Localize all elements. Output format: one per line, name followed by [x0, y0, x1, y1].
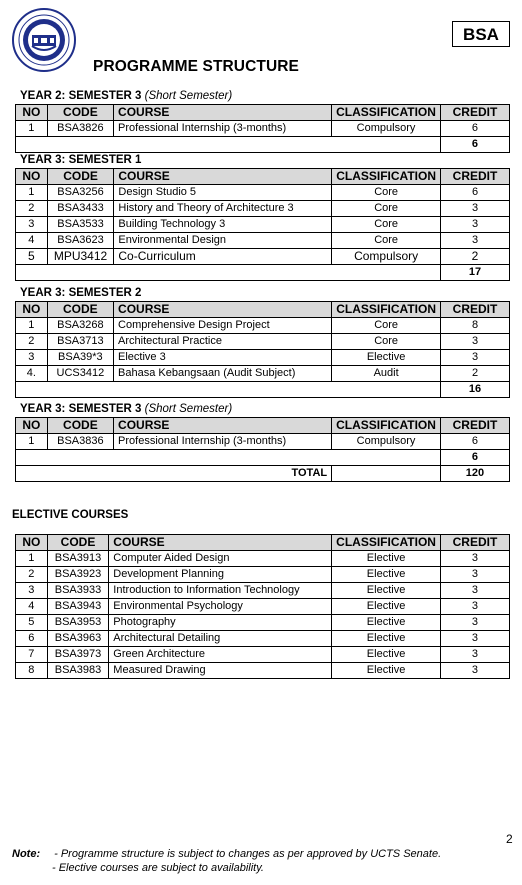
- table-row: 1 BSA3256 Design Studio 5 Core 6: [16, 185, 510, 201]
- table-row: 4 BSA3943 Environmental Psychology Elective 3: [16, 599, 510, 615]
- table-row: 4. UCS3412 Bahasa Kebangsaan (Audit Subject) Audit 2: [16, 366, 510, 382]
- subtotal-row: [16, 265, 510, 281]
- table-row: 5 BSA3953 Photography Elective 3: [16, 615, 510, 631]
- page-number: 2: [506, 832, 513, 846]
- table-row: 8 BSA3983 Measured Drawing Elective 3: [16, 663, 510, 679]
- table-row: 1 BSA3913 Computer Aided Design Elective 3: [16, 551, 510, 567]
- table-row: 3 BSA3533 Building Technology 3 Core 3: [16, 217, 510, 233]
- subtotal-row: [16, 382, 510, 398]
- programme-code-badge: BSA: [452, 21, 510, 47]
- elective-heading: ELECTIVE COURSES: [12, 509, 129, 521]
- table-row: 2 BSA3433 History and Theory of Architecture 3 Core 3: [16, 201, 510, 217]
- subtotal-row: [16, 450, 510, 466]
- col-course-header: COURSE: [114, 105, 332, 121]
- page-title: PROGRAMME STRUCTURE: [93, 58, 299, 75]
- subtotal-row: [16, 137, 510, 153]
- course-table: [15, 301, 510, 398]
- total-value: 120: [440, 466, 509, 482]
- total-label: TOTAL: [16, 466, 332, 482]
- section-heading: YEAR 2: SEMESTER 3 (Short Semester): [20, 90, 233, 102]
- section-heading: YEAR 3: SEMESTER 2: [20, 287, 142, 299]
- table-header-row: NO CODE COURSE CLASSIFICATION CREDIT: [16, 302, 510, 318]
- table-row: 3 BSA39*3 Elective 3 Elective 3: [16, 350, 510, 366]
- subtotal-value: 17: [441, 265, 510, 281]
- table-row: 7 BSA3973 Green Architecture Elective 3: [16, 647, 510, 663]
- note-line: - Programme structure is subject to changes as per approved by UCTS Senate.: [54, 848, 442, 860]
- table-row: 3 BSA3933 Introduction to Information Technology Elective 3: [16, 583, 510, 599]
- course-table: [15, 104, 510, 153]
- table-row: 1 BSA3826 Professional Internship (3-months) Compulsory 6: [16, 121, 510, 137]
- table-row: 5 MPU3412 Co-Curriculum Compulsory 2: [16, 249, 510, 265]
- table-row: 1 BSA3836 Professional Internship (3-months) Compulsory 6: [16, 434, 510, 450]
- table-header-row: [16, 105, 510, 121]
- subtotal-value: 16: [441, 382, 510, 398]
- table-header-row: NO CODE COURSE CLASSIFICATION CREDIT: [16, 169, 510, 185]
- note-label: Note:: [12, 848, 41, 860]
- table-row: 6 BSA3963 Architectural Detailing Elective 3: [16, 631, 510, 647]
- col-classification-header: CLASSIFICATION: [332, 105, 441, 121]
- section-heading: YEAR 3: SEMESTER 3 (Short Semester): [20, 403, 233, 415]
- course-table: [15, 168, 510, 281]
- table-row: 2 BSA3713 Architectural Practice Core 3: [16, 334, 510, 350]
- table-row: 1 BSA3268 Comprehensive Design Project Core 8: [16, 318, 510, 334]
- col-no-header: NO: [16, 105, 48, 121]
- total-row: [16, 466, 510, 482]
- table-row: 4 BSA3623 Environmental Design Core 3: [16, 233, 510, 249]
- footer-note: [12, 847, 441, 875]
- note-line: - Elective courses are subject to availability.: [52, 862, 264, 874]
- col-code-header: CODE: [47, 105, 113, 121]
- elective-table: [15, 534, 510, 679]
- college-logo: [12, 8, 76, 72]
- table-header-row: NO CODE COURSE CLASSIFICATION CREDIT: [16, 418, 510, 434]
- table-header-row: NO CODE COURSE CLASSIFICATION CREDIT: [16, 535, 510, 551]
- section-heading: YEAR 3: SEMESTER 1: [20, 154, 142, 166]
- course-table: [15, 417, 510, 482]
- table-row: 2 BSA3923 Development Planning Elective 3: [16, 567, 510, 583]
- subtotal-value: 6: [440, 450, 509, 466]
- col-credit-header: CREDIT: [440, 105, 509, 121]
- subtotal-value: 6: [440, 137, 509, 153]
